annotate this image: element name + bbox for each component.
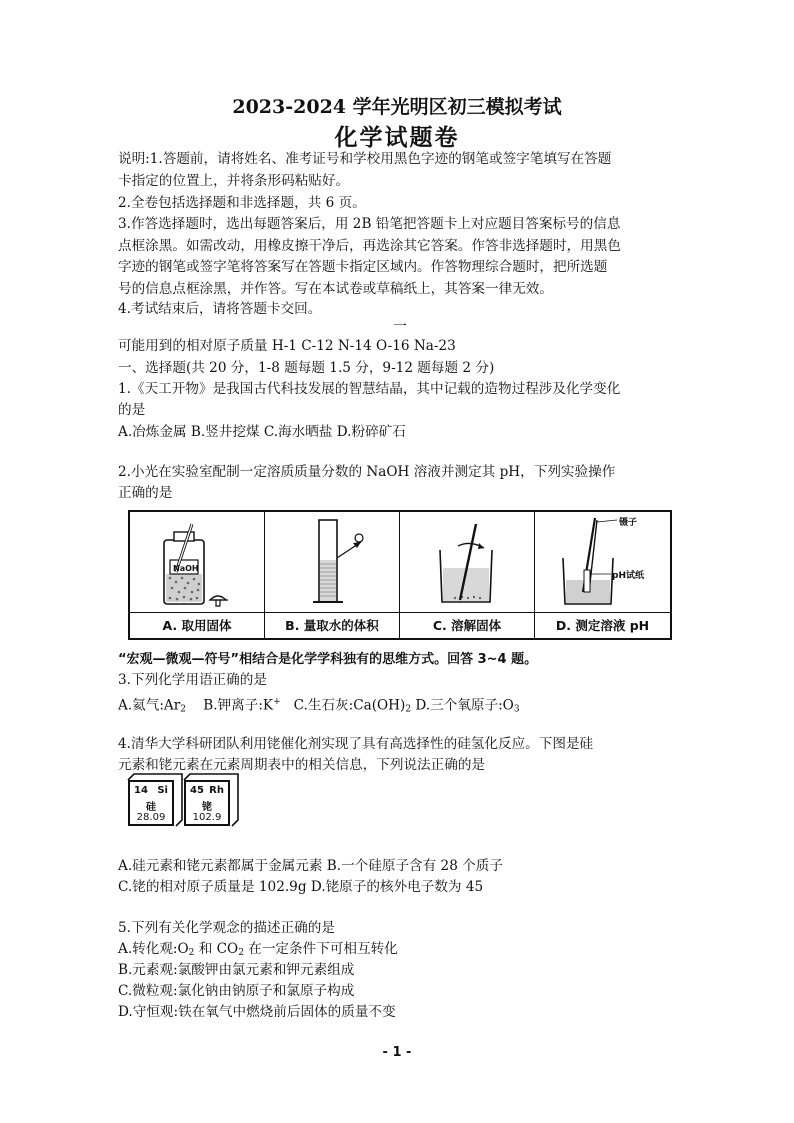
q1-stem-line2: 的是	[118, 402, 146, 418]
q5-stem: 5.下列有关化学观念的描述正确的是	[118, 920, 335, 936]
caption-b: B. 量取水的体积	[265, 612, 399, 638]
instruction-line-3: 2.全卷包括选择题和非选择题，共 6 页。	[118, 195, 366, 211]
element-tile-silicon: 14 Si 硅 28.09	[128, 780, 174, 826]
exam-title-subject: 化学试题卷	[334, 124, 460, 151]
ph-paper-label: pH试纸	[612, 571, 644, 581]
atomic-mass-line: 可能用到的相对原子质量 H-1 C-12 N-14 O-16 Na-23	[118, 338, 456, 354]
q3-options: A.氦气$:Ar_2$ B.钾离子:K+ C.生石灰$:Ca(OH)_2$ D.三个氧原子$:O_3$	[118, 697, 520, 715]
instruction-line-8: 4.考试结束后，请将答题卡交回。	[118, 301, 322, 317]
q1-stem-line1: 1.《天工开物》是我国古代科技发展的智慧结晶，其中记载的造物过程涉及化学变化	[118, 381, 621, 397]
instruction-line-1: 说明:1.答题前，请将姓名、准考证号和学校用黑色字迹的钢笔或签字笔填写在答题	[118, 151, 612, 167]
q1-options: A.冶炼金属 B.竖井挖煤 C.海水晒盐 D.粉碎矿石	[118, 424, 406, 440]
experiment-a-cell	[130, 512, 265, 638]
instruction-line-4: 3.作答选择题时，选出每题答案后，用 2B 铅笔把答题卡上对应题目答案标号的信息	[118, 216, 621, 232]
q3-4-intro: “宏观—微观—符号”相结合是化学学科独有的思维方式。回答 3~4 题。	[118, 652, 538, 667]
experiment-figure-table	[128, 510, 672, 640]
q4-stem-line2: 元素和铑元素在元素周期表中的相关信息，下列说法正确的是	[118, 757, 486, 773]
q3-stem: 3.下列化学用语正确的是	[118, 672, 267, 688]
instruction-line-5: 点框涂黑。如需改动，用橡皮擦干净后，再选涂其它答案。作答非选择题时，用黑色	[118, 238, 621, 254]
q4-options-ab: A.硅元素和铑元素都属于金属元素 B.一个硅原子含有 28 个质子	[118, 858, 503, 874]
naoh-label: NaOH	[173, 564, 199, 573]
q3-option-a: A.氦气:Ar	[118, 697, 181, 714]
caption-a: A. 取用固体	[130, 612, 264, 638]
instruction-line-6: 字迹的钢笔或签字笔将答案写在答题卡指定区域内。作答物理综合题时，把所选题	[118, 259, 608, 275]
exam-title-line1: 2023-2024 学年光明区初三模拟考试	[232, 96, 562, 118]
q2-stem-line1: 2.小光在实验室配制一定溶质质量分数的 NaOH 溶液并测定其 pH，下列实验操作	[118, 464, 616, 480]
q5-option-c: C.微粒观:氯化钠由钠原子和氯原子构成	[118, 983, 355, 999]
section-title: 一、选择题(共 20 分，1-8 题每题 1.5 分，9-12 题每题 2 分)	[118, 360, 495, 376]
q4-stem-line1: 4.清华大学科研团队利用铑催化剂实现了具有高选择性的硅氢化反应。下图是硅	[118, 736, 594, 752]
experiment-c-cell	[400, 512, 535, 638]
beaker-stirring-illustration	[400, 512, 534, 616]
q4-options-cd: C.铑的相对原子质量是 102.9g D.铑原子的核外电子数为 45	[118, 879, 484, 895]
caption-d: D. 测定溶液 pH	[535, 612, 670, 638]
element-tile-rhodium: 45 Rh 铑 102.9	[184, 780, 230, 826]
page-number: - 1 -	[382, 1045, 412, 1060]
ph-test-illustration	[535, 512, 669, 616]
q5-option-a: A.转化观$:O_2$ 和 $CO_2$ 在一定条件下可相互转化	[118, 941, 398, 958]
q5-option-b: B.元素观:氯酸钾由氯元素和钾元素组成	[118, 962, 355, 978]
experiment-d-cell	[535, 512, 670, 638]
instruction-line-7: 号的信息点框涂黑，并作答。写在本试卷或草稿纸上，其答案一律无效。	[118, 281, 553, 297]
q3-option-c: C.生石灰:Ca(OH)	[293, 697, 406, 714]
q3-option-d: D.三个氧原子:O	[415, 697, 514, 714]
q3-option-b: B.钾离子:K	[203, 697, 274, 714]
instruction-line-2: 卡指定的位置上，并将条形码粘贴好。	[118, 173, 350, 189]
caption-c: C. 溶解固体	[400, 612, 534, 638]
measuring-cylinder-illustration	[265, 512, 399, 616]
q2-stem-line2: 正确的是	[118, 485, 173, 501]
q5-option-d: D.守恒观:铁在氧气中燃烧前后固体的质量不变	[118, 1004, 396, 1020]
tweezers-label: 镊子	[619, 518, 638, 528]
experiment-b-cell	[265, 512, 400, 638]
divider-mark: 一	[393, 319, 407, 335]
